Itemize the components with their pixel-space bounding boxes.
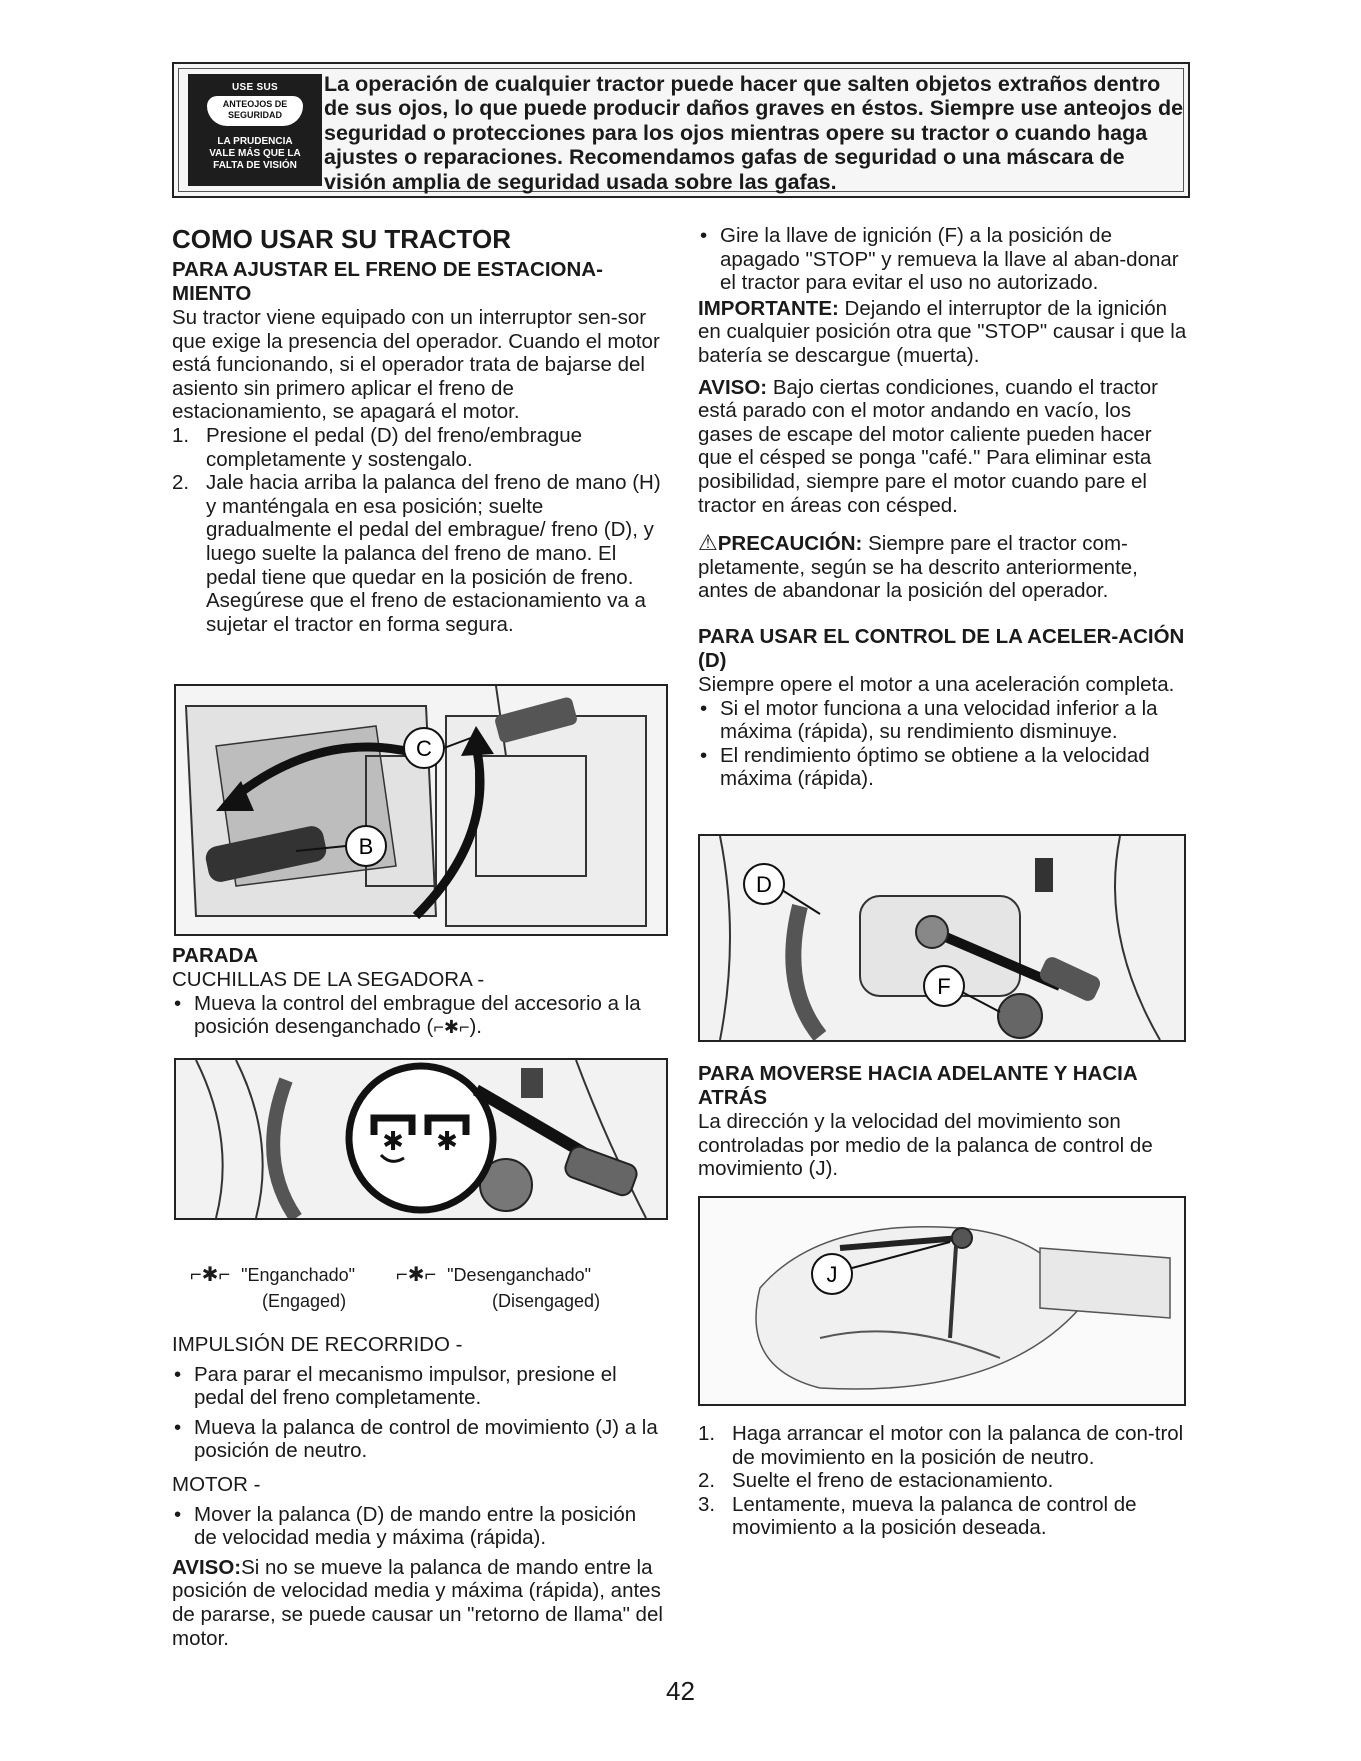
throttle-illustration	[700, 836, 1184, 1040]
left-column-top	[172, 224, 664, 636]
badge-line-2: VALE MÁS QUE LA	[209, 148, 301, 159]
step-1	[172, 424, 664, 471]
motion-step-1-text: Haga arrancar el motor con la palanca de con-trol de movimiento en la posición de neutro.	[732, 1422, 1184, 1469]
motion-step-1-number: 1.	[698, 1422, 716, 1445]
importante-note	[698, 297, 1188, 368]
step-2-text: Jale hacia arriba la palanca del freno de mano (H) y manténgala en esa posición; suelte gradualmente el pedal del embrague/ freno (D), y luego suelte la palanca del freno de mano. El pedal tiene que quedar en la posición de freno. Asegúrese que el freno de estacionamiento va a sujetar el tractor en forma segura.	[206, 471, 661, 636]
stop-heading: PARADA	[172, 944, 259, 967]
precaucion-lead: PRECAUCIÓN:	[717, 532, 863, 556]
safety-goggles-badge	[188, 74, 322, 186]
step-2-number: 2.	[172, 471, 190, 495]
key-bullet: • Gire la llave de ignición (F) a la posición de apagado "STOP" y remueva la llave al aban-donar el tractor para evitar el uso no autorizado.	[698, 224, 1188, 295]
right-column-top	[698, 224, 1188, 791]
badge-line-1: LA PRUDENCIA	[217, 136, 293, 147]
importante-lead: IMPORTANTE:	[698, 296, 839, 320]
motion-step-3	[698, 1493, 1188, 1540]
motion-step-1	[698, 1422, 1188, 1469]
throttle-figure	[698, 834, 1186, 1042]
blades-label: CUCHILLAS DE LA SEGADORA -	[172, 968, 485, 991]
motion-step-2-text: Suelte el freno de estacionamiento.	[732, 1469, 1054, 1493]
drive-bullet-2: • Mueva la palanca de control de movimiento (J) a la posición de neutro.	[172, 1416, 664, 1463]
parking-brake-heading: PARA AJUSTAR EL FRENO DE ESTACIONA-MIENTO	[172, 258, 603, 305]
importante-text: Dejando el interruptor de la ignición en cualquier posición otra que "STOP" causar i que la batería se descargue (muerta).	[698, 296, 1187, 367]
right-aviso-text: Bajo ciertas condiciones, cuando el tractor está parado con el motor andando en vacío, los gases de escape del motor caliente pueden hacer que el césped se ponga "café." Para eliminar esta posibilidad, siempre pare el motor cuando pare el tractor en áreas con césped.	[698, 375, 1158, 517]
step-1-number: 1.	[172, 423, 190, 447]
blades-bullet-text: Mueva la control del embrague del accesorio a la posición desenganchado (	[194, 991, 641, 1039]
parking-brake-figure	[174, 684, 668, 936]
motor-bullet: • Mover la palanca (D) de mando entre la posición de velocidad media y máxima (rápida).	[172, 1503, 664, 1550]
callout-f: F	[937, 974, 951, 999]
clutch-legend	[190, 1264, 670, 1286]
parking-intro: Su tractor viene equipado con un interruptor sen-sor que exige la presencia del operador. Cuando el motor está funcionando, si el operador trata de bajarse del asiento sin primero aplicar el freno de estacionamiento, se apagará el motor.	[172, 306, 660, 424]
throttle-intro: Siempre opere el motor a una aceleración completa.	[698, 672, 1175, 696]
legend-engaged-icon: ⌐✱⌐	[190, 1264, 231, 1286]
right-column-motion	[698, 1062, 1188, 1181]
svg-text:✱: ✱	[436, 1126, 458, 1156]
pto-clutch-illustration	[176, 1060, 666, 1218]
motion-intro: La dirección y la velocidad del movimiento son controladas por medio de la palanca de control de movimiento (J).	[698, 1110, 1153, 1181]
motion-control-figure	[698, 1196, 1186, 1406]
disengaged-en: (Disengaged)	[492, 1291, 601, 1311]
svg-text:✱: ✱	[382, 1126, 404, 1156]
callout-j: J	[826, 1262, 838, 1287]
right-aviso-lead: AVISO:	[698, 375, 768, 399]
step-1-text: Presione el pedal (D) del freno/embrague completamente y sostengalo.	[206, 423, 583, 471]
motion-step-2-number: 2.	[698, 1469, 716, 1493]
precaucion-text: Siempre pare el tractor com-pletamente, según se ha descrito anteriormente, antes de abandonar la posición del operador.	[698, 532, 1138, 603]
throttle-bullet-1: • Si el motor funciona a una velocidad inferior a la máxima (rápida), su rendimiento disminuye.	[698, 697, 1188, 744]
drive-bullet-1: • Para parar el mecanismo impulsor, presione el pedal del freno completamente.	[172, 1363, 664, 1410]
right-column-steps	[698, 1422, 1188, 1540]
safety-warning-banner	[172, 62, 1190, 198]
disengaged-label: "Desenganchado"	[447, 1265, 592, 1285]
motion-step-2	[698, 1469, 1188, 1493]
motion-step-3-text: Lentamente, mueva la palanca de control de movimiento a la posición deseada.	[732, 1492, 1137, 1540]
warning-triangle-icon: ⚠	[698, 530, 718, 556]
callout-d: D	[756, 872, 772, 897]
badge-line-3: FALTA DE VISIÓN	[213, 160, 297, 171]
parking-brake-illustration	[176, 686, 666, 934]
motion-heading: PARA MOVERSE HACIA ADELANTE Y HACIA ATRÁS	[698, 1062, 1137, 1109]
left-aviso-text: Si no se mueve la palanca de mando entre la posición de velocidad media y máxima (rápida), antes de pararse, se puede causar un "retorno de llama" del motor.	[172, 1555, 663, 1650]
goggles-icon: ANTEOJOS DE SEGURIDAD	[207, 96, 303, 126]
legend-disengaged-icon: ⌐✱⌐	[396, 1264, 437, 1286]
engaged-en: (Engaged)	[262, 1291, 347, 1311]
throttle-heading: PARA USAR EL CONTROL DE LA ACELER-ACIÓN (D)	[698, 624, 1185, 672]
motor-label: MOTOR -	[172, 1472, 261, 1496]
callout-b: B	[358, 834, 374, 859]
motion-step-3-number: 3.	[698, 1492, 716, 1516]
badge-bottom-text	[188, 136, 322, 172]
drive-label: IMPULSIÓN DE RECORRIDO -	[172, 1333, 463, 1356]
pto-clutch-figure	[174, 1058, 668, 1220]
disengaged-symbol-icon: ⌐✱⌐	[433, 1017, 470, 1038]
left-column-bottom	[172, 1333, 664, 1650]
left-aviso	[172, 1556, 664, 1650]
precaucion-note	[698, 531, 1188, 603]
banner-warning-text: La operación de cualquier tractor puede hacer que salten objetos extraños dentro de sus ojos, lo que puede producir daños graves en éstos. Siempre use anteojos de seguridad o protecciones para los ojos mientras opere su tractor o cuando haga ajustes o reparaciones. Recomendamos gafas de seguridad o una máscara de visión amplia de seguridad usada sobre las gafas.	[324, 72, 1184, 194]
step-2	[172, 471, 664, 636]
badge-top-text: USE SUS	[231, 82, 278, 93]
callout-c: C	[416, 736, 432, 761]
left-aviso-lead: AVISO:	[172, 1555, 242, 1579]
page-title: COMO USAR SU TRACTOR	[172, 224, 511, 254]
motion-control-illustration	[700, 1198, 1184, 1404]
page-number: 42	[666, 1676, 695, 1706]
blades-bullet	[172, 992, 664, 1040]
throttle-bullet-2: • El rendimiento óptimo se obtiene a la velocidad máxima (rápida).	[698, 744, 1188, 791]
right-aviso	[698, 376, 1188, 518]
left-column-stop	[172, 944, 664, 1040]
engaged-label: "Enganchado"	[241, 1265, 356, 1285]
blades-bullet-end: ).	[469, 1015, 482, 1039]
